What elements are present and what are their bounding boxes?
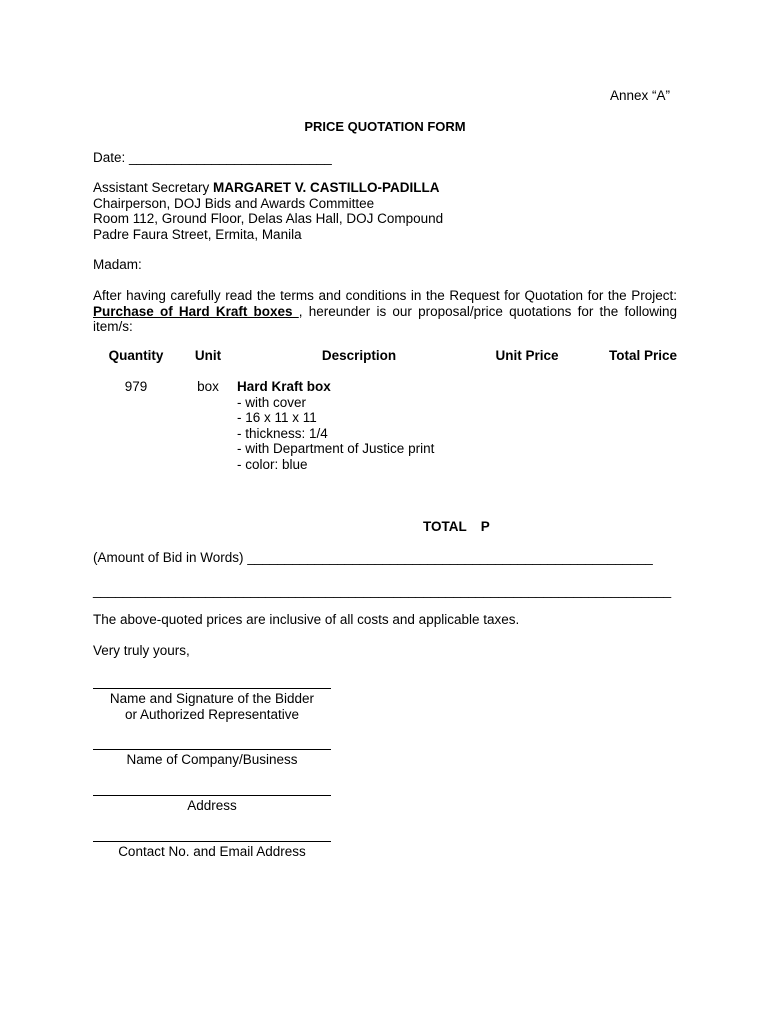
addressee-line-2: Chairperson, DOJ Bids and Awards Committee [93, 195, 375, 211]
signature-label: Contact No. and Email Address [118, 844, 306, 859]
signature-address [93, 795, 331, 814]
signature-line [93, 749, 331, 750]
item-spec: - with Department of Justice print [237, 441, 435, 456]
date-blank: ___________________________ [129, 150, 332, 165]
addressee-line-4: Padre Faura Street, Ermita, Manila [93, 226, 302, 242]
row-unit: box [197, 379, 219, 394]
amount-in-words-blank: ______________________________________________________ [247, 550, 653, 565]
signature-line [93, 688, 331, 689]
total-currency: P [480, 519, 490, 534]
addressee-block [93, 180, 443, 242]
total-line [423, 519, 490, 535]
signature-label: Address [187, 798, 237, 813]
item-spec: - 16 x 11 x 11 [237, 410, 317, 425]
signature-line [93, 795, 331, 796]
item-spec: - thickness: 1/4 [237, 425, 328, 441]
form-title: PRICE QUOTATION FORM [304, 119, 466, 134]
addressee-title: Assistant Secretary [93, 180, 214, 195]
items-table [93, 348, 677, 472]
header-unit-price: Unit Price [495, 348, 559, 363]
header-unit: Unit [194, 348, 222, 363]
inclusive-note: The above-quoted prices are inclusive of all costs and applicable taxes. [93, 612, 520, 627]
addressee-line-3: Room 112, Ground Floor, Delas Alas Hall, DOJ Compound [93, 211, 444, 226]
signature-line [93, 841, 331, 842]
project-name: Purchase of Hard Kraft boxes [93, 303, 299, 319]
date-field [93, 150, 332, 166]
signature-label: Name and Signature of the Bidder [109, 691, 315, 706]
header-total-price: Total Price [608, 348, 677, 363]
amount-in-words-blank-2: _____________________________________________________________________________ [93, 583, 672, 598]
row-description [237, 379, 481, 472]
annex-label: Annex “A” [609, 88, 670, 103]
signature-label: Name of Company/Business [126, 752, 298, 767]
signature-company [93, 749, 331, 768]
signature-contact [93, 841, 331, 860]
intro-text-2: , hereunder is our proposal/price quotations for the following item/s: [93, 303, 677, 334]
intro-paragraph [93, 288, 677, 335]
signature-bidder [93, 688, 331, 722]
total-label: TOTAL [423, 519, 467, 534]
row-quantity: 979 [124, 379, 148, 394]
intro-text-1: After having carefully read the terms and conditions in the Request for Quotation for the Project: [93, 288, 677, 303]
addressee-line-1 [93, 180, 443, 196]
date-label: Date: [93, 150, 126, 165]
table-header-row [93, 348, 677, 379]
item-name: Hard Kraft box [237, 379, 331, 394]
row-unit-price [481, 379, 573, 472]
signature-label-2: or Authorized Representative [124, 706, 300, 722]
price-quotation-form [93, 0, 677, 1024]
amount-in-words-label: (Amount of Bid in Words) [93, 550, 248, 565]
addressee-name: MARGARET V. CASTILLO-PADILLA [213, 180, 440, 195]
amount-in-words [93, 550, 653, 566]
item-spec: - color: blue [237, 456, 308, 472]
row-total-price [573, 379, 677, 472]
header-quantity: Quantity [108, 348, 164, 363]
table-row [93, 379, 677, 472]
header-description: Description [321, 348, 397, 363]
item-spec: - with cover [237, 394, 307, 410]
closing: Very truly yours, [93, 643, 190, 658]
salutation: Madam: [93, 257, 142, 272]
